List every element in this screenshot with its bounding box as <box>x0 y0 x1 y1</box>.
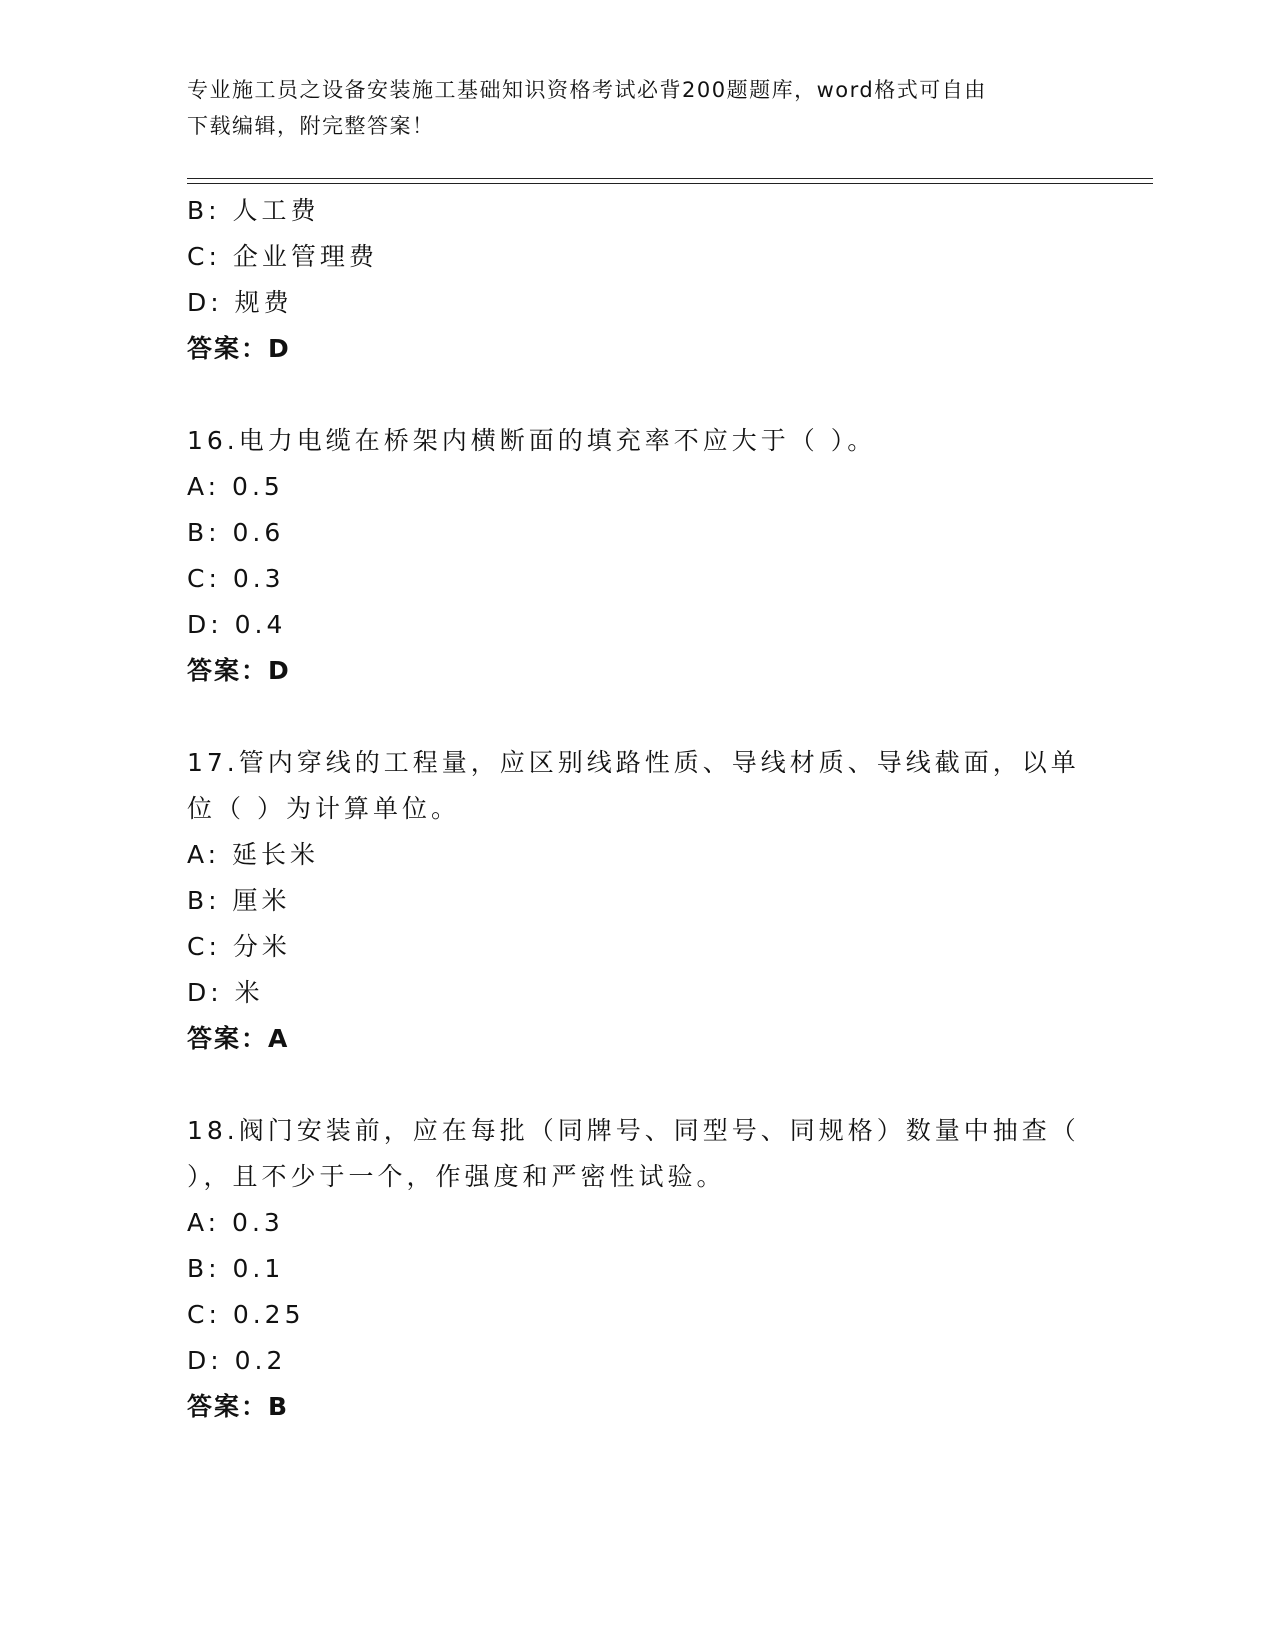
option-b: B: 厘米 <box>187 886 291 915</box>
option-b: B: 0.6 <box>187 518 285 547</box>
answer-line: 答案：D <box>187 334 291 363</box>
document-header <box>187 72 1087 144</box>
option-d: D: 0.4 <box>187 610 287 639</box>
answer-line: 答案：B <box>187 1392 290 1421</box>
option-a: A: 0.3 <box>187 1208 284 1237</box>
option-d: D: 0.2 <box>187 1346 287 1375</box>
question-16 <box>187 418 1087 694</box>
option-b: B: 人工费 <box>187 196 320 225</box>
question-text-continued: ），且不少于一个，作强度和严密性试验。 <box>187 1162 726 1191</box>
question-18 <box>187 1108 1087 1430</box>
header-title-line-1: 专业施工员之设备安装施工基础知识资格考试必背200题题库，word格式可自由 <box>187 78 987 102</box>
option-c: C: 0.25 <box>187 1300 305 1329</box>
header-divider-bottom <box>187 183 1153 184</box>
option-c: C: 分米 <box>187 932 291 961</box>
answer-line: 答案：A <box>187 1024 290 1053</box>
answer-line: 答案：D <box>187 656 291 685</box>
question-text: 17.管内穿线的工程量，应区别线路性质、导线材质、导线截面，以单 <box>187 748 1080 777</box>
previous-question-tail <box>187 188 1087 372</box>
option-d: D: 米 <box>187 978 264 1007</box>
spacer <box>187 372 1087 418</box>
question-text: 18.阀门安装前，应在每批（同牌号、同型号、同规格）数量中抽查（ <box>187 1116 1080 1145</box>
question-content <box>187 188 1087 1430</box>
option-c: C: 企业管理费 <box>187 242 378 271</box>
header-title-line-2: 下载编辑，附完整答案！ <box>187 114 435 138</box>
option-b: B: 0.1 <box>187 1254 285 1283</box>
spacer <box>187 694 1087 740</box>
spacer <box>187 1062 1087 1108</box>
option-d: D: 规费 <box>187 288 293 317</box>
question-text-continued: 位（ ）为计算单位。 <box>187 794 460 823</box>
option-c: C: 0.3 <box>187 564 285 593</box>
question-text: 16.电力电缆在桥架内横断面的填充率不应大于（ ）。 <box>187 426 877 455</box>
question-17 <box>187 740 1087 1062</box>
header-divider-top <box>187 178 1153 179</box>
option-a: A: 0.5 <box>187 472 284 501</box>
option-a: A: 延长米 <box>187 840 320 869</box>
